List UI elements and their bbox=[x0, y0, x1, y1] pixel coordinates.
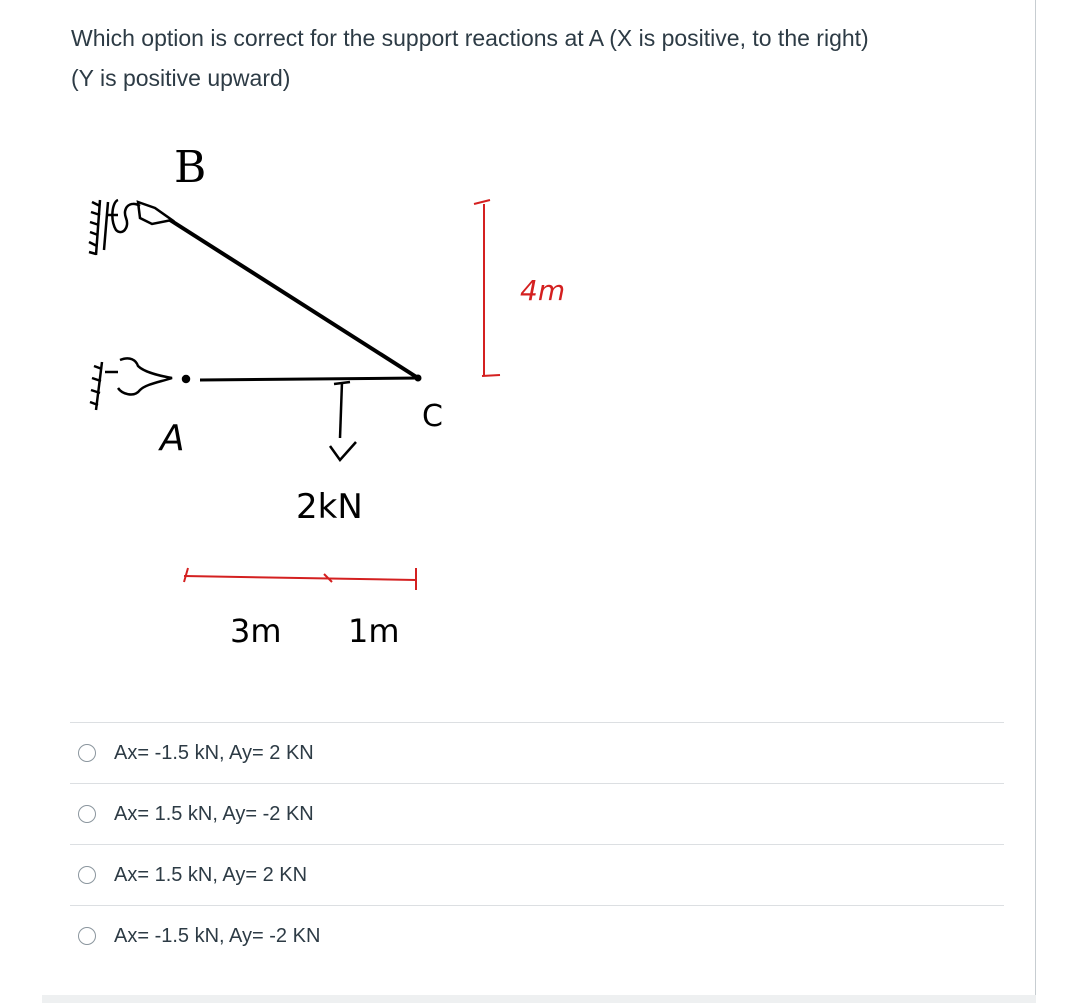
label-c: C bbox=[422, 399, 443, 434]
answer-label: Ax= 1.5 kN, Ay= 2 KN bbox=[114, 864, 308, 886]
span-dimension bbox=[184, 568, 416, 590]
question-line-2: (Y is positive upward) bbox=[71, 65, 291, 91]
member-bc bbox=[170, 220, 418, 378]
load-label: 2kN bbox=[296, 487, 363, 527]
load-arrow bbox=[330, 382, 356, 460]
height-dimension bbox=[474, 200, 500, 376]
question-text bbox=[71, 18, 1011, 98]
wall-support-b bbox=[89, 200, 140, 255]
answer-label: Ax= -1.5 kN, Ay= -2 KN bbox=[114, 925, 321, 947]
radio-button[interactable] bbox=[78, 866, 96, 884]
answer-option-3[interactable] bbox=[70, 845, 1004, 906]
radio-button[interactable] bbox=[78, 744, 96, 762]
footer-bar bbox=[42, 995, 1036, 1003]
joint-c bbox=[415, 375, 422, 382]
answer-label: Ax= 1.5 kN, Ay= -2 KN bbox=[114, 803, 314, 825]
span2-label: 1m bbox=[348, 612, 400, 650]
question-line-1: Which option is correct for the support reactions at A (X is positive, to the right) bbox=[71, 25, 869, 51]
answer-list bbox=[70, 722, 1004, 967]
pin-support-a bbox=[90, 358, 189, 410]
answer-option-2[interactable] bbox=[70, 784, 1004, 845]
radio-button[interactable] bbox=[78, 927, 96, 945]
answer-option-1[interactable] bbox=[70, 723, 1004, 784]
pin-b bbox=[138, 202, 172, 224]
member-ac bbox=[200, 378, 420, 380]
span1-label: 3m bbox=[230, 612, 282, 650]
truss-diagram bbox=[60, 120, 620, 680]
height-label: 4m bbox=[520, 274, 566, 307]
answer-option-4[interactable] bbox=[70, 906, 1004, 967]
answer-label: Ax= -1.5 kN, Ay= 2 KN bbox=[114, 742, 314, 764]
label-b: B bbox=[174, 142, 207, 193]
radio-button[interactable] bbox=[78, 805, 96, 823]
label-a: A bbox=[160, 418, 185, 459]
